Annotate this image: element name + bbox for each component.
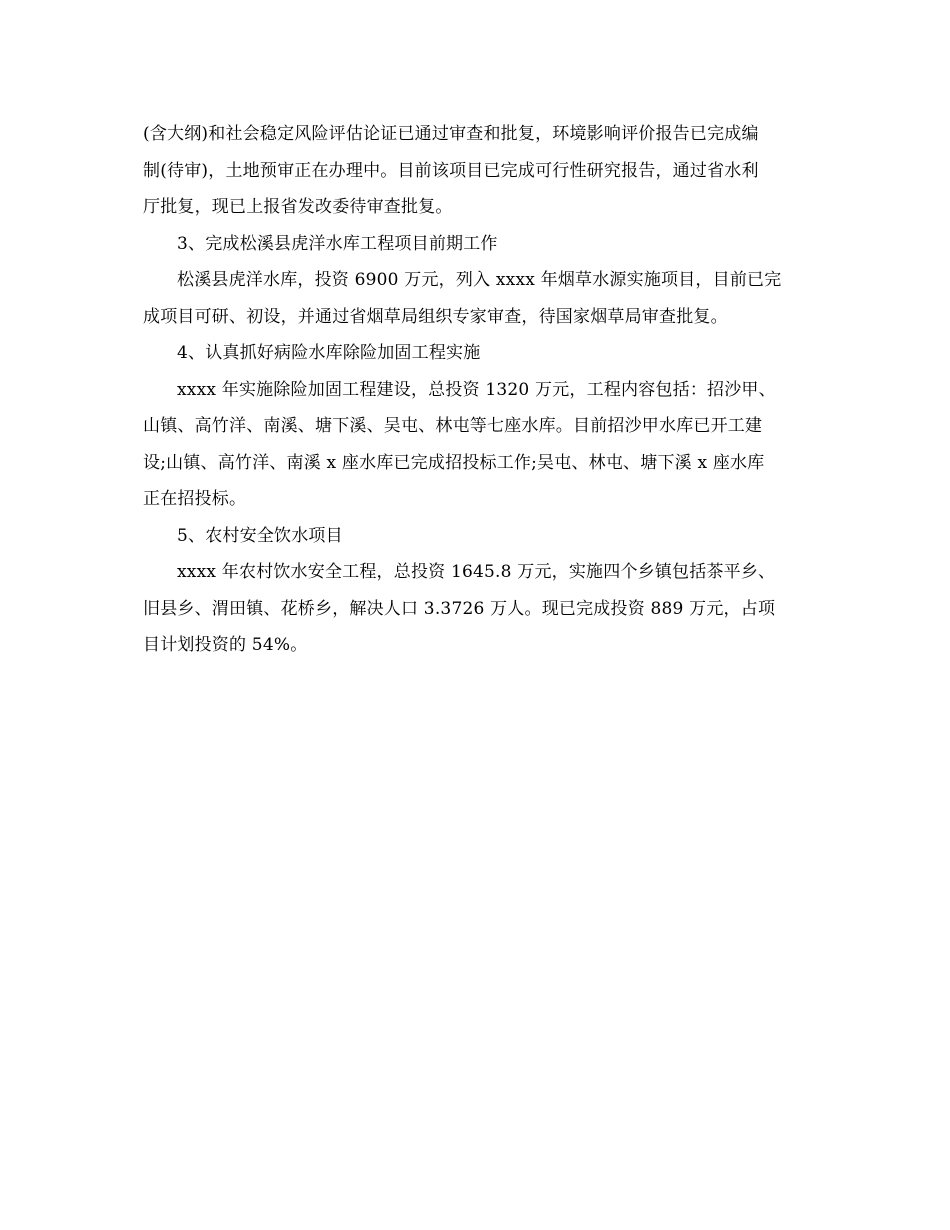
section-heading-4: 4、认真抓好病险水库除险加固工程实施 xyxy=(177,343,481,363)
paragraph-line: 松溪县虎洋水库，投资 6900 万元，列入 xxxx 年烟草水源实施项目，目前已完 xyxy=(177,270,782,290)
paragraph-line: 成项目可研、初设，并通过省烟草局组织专家审查，待国家烟草局审查批复。 xyxy=(143,306,728,327)
section-heading-5: 5、农村安全饮水项目 xyxy=(177,525,343,546)
paragraph-line: xxxx 年实施除险加固工程建设，总投资 1320 万元，工程内容包括：招沙甲、 xyxy=(177,379,776,400)
paragraph-line: 山镇、高竹洋、南溪、塘下溪、吴屯、林屯等七座水库。目前招沙甲水库已开工建 xyxy=(143,416,763,436)
paragraph-line: 旧县乡、渭田镇、花桥乡，解决人口 3.3726 万人。现已完成投资 889 万元，占项 xyxy=(143,598,776,619)
paragraph-line: 厅批复，现已上报省发改委待审查批复。 xyxy=(143,197,453,217)
paragraph-line: 目计划投资的 54%。 xyxy=(143,635,308,655)
section-heading-3: 3、完成松溪县虎洋水库工程项目前期工作 xyxy=(177,233,498,254)
paragraph-line: xxxx 年农村饮水安全工程，总投资 1645.8 万元，实施四个乡镇包括茶平乡、 xyxy=(177,562,776,582)
paragraph-line: (含大纲)和社会稳定风险评估论证已通过审查和批复，环境影响评价报告已完成编 xyxy=(143,124,759,144)
paragraph-line: 设;山镇、高竹洋、南溪 x 座水库已完成招投标工作;吴屯、林屯、塘下溪 x 座水库 xyxy=(143,452,765,473)
document-body xyxy=(143,116,813,664)
paragraph-line: 正在招投标。 xyxy=(143,489,247,509)
paragraph-line: 制(待审)，土地预审正在办理中。目前该项目已完成可行性研究报告，通过省水利 xyxy=(143,160,759,181)
